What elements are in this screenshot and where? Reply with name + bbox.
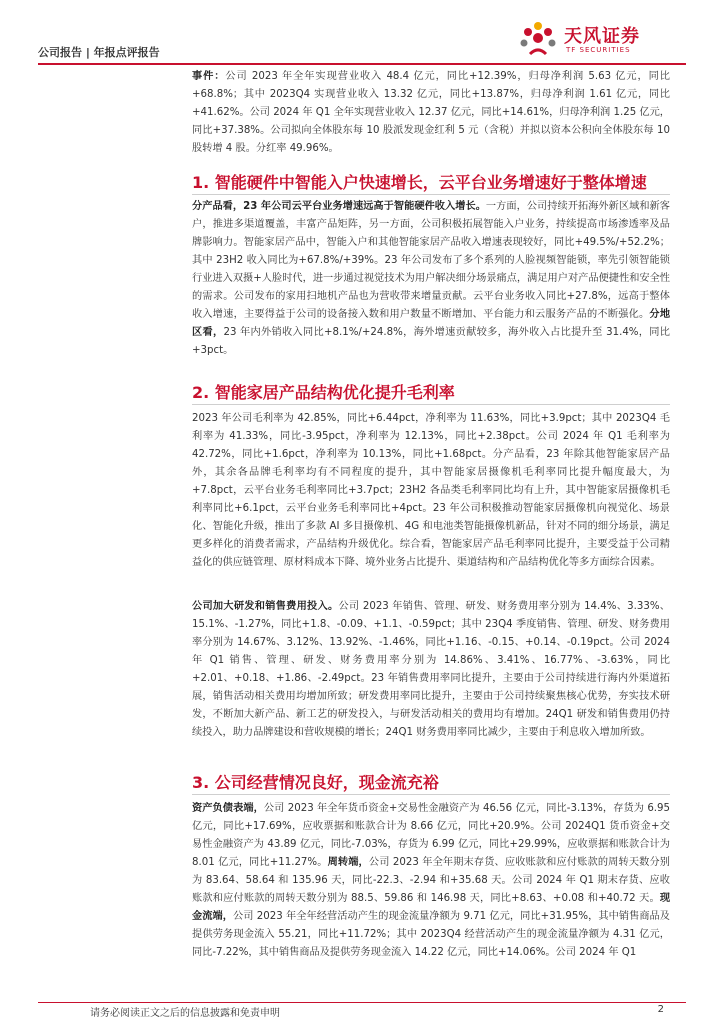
section2-paragraph2 xyxy=(192,598,670,742)
section3-title: 3. 公司经营情况良好，现金流充裕 xyxy=(192,773,439,792)
section2-paragraph1: 2023 年公司毛利率为 42.85%，同比+6.44pct，净利率为 11.63%，同比+3.9pct；其中 2023Q4 毛利率为 41.33%，同比-3.95pct，净利率为 12.13%，同比+2.38pct。公司 2024 年 Q1 毛利率为 42.72%，同比+1.6pct，净利率为 10.13%，同比+1.68pct。分产品看，23 年除其他智能家居产品外，其余各品牌毛利率均有不同程度的提升，其中智能家居摄像机毛利率同比提升幅度最大，为+7.8pct，云平台业务毛利率同比+3.7pct；23H2 各品类毛利率同比均有上升，其中智能家居摄像机毛利率同比+6.1pct，云平台业务毛利率同比+4pct。23 年公司积极推动智能家居摄像机向视觉化、场景化、智能化升级，推出了多款 AI 多目摄像机、4G 和电池类智能摄像机新品，针对不同的细分场景，满足更多样化的消费者需求，产品结构升级优化。综合看，智能家居产品毛利率同比提升，主要受益于公司精益化的供应链管理、原材料成本下降、境外业务占比提升、渠道结构和产品结构优化等多方面综合因素。 xyxy=(192,413,670,568)
logo-english-name: TF SECURITIES xyxy=(566,46,631,54)
logo-chinese-name: 天风证券 xyxy=(564,26,640,47)
section3-text3: 公司 2023 年全年经营活动产生的现金流量净额为 9.71 亿元，同比+31.95%，其中销售商品及提供劳务现金流入 55.21，同比+11.72%；其中 2023Q4 经营活动产生的现金流量净额为 4.31 亿元，同比-7.22%，其中销售商品及提供劳务现金流入 14.22 亿元，同比+14.06%。公司 2024 年 Q1 xyxy=(192,911,670,958)
section2-body xyxy=(192,410,670,572)
section3-text2: 公司 2023 年全年期末存货、应收账款和应付账款的周转天数分别为 83.64、58.64 和 135.96 天，同比-22.3、-2.94 和+35.68 天。公司 2024 年 Q1 期末存货、应收账款和应付账款的周转天数分别为 88.5、59.86 和 146.98 天，同比+8.63、+0.08 和+40.72 天。 xyxy=(192,857,670,904)
event-paragraph xyxy=(192,68,670,158)
section3-lead1: 资产负债表端， xyxy=(192,803,264,814)
section2-body2 xyxy=(192,598,670,742)
event-text: 公司 2023 年全年实现营业收入 48.4 亿元，同比+12.39%，归母净利润 5.63 亿元，同比+68.8%；其中 2023Q4 实现营业收入 13.32 亿元，同比+13.87%，归母净利润 1.61 亿元，同比+41.62%。公司 2024 年 Q1 全年实现营业收入 12.37 亿元，同比+14.61%，归母净利润 1.25 亿元，同比+37.38%。公司拟向全体股东每 10 股派发现金红利 5 元（含税）并拟以资本公积向全体股东每 10 股转增 4 股。分红率 49.96%。 xyxy=(192,71,670,154)
tf-securities-logo xyxy=(516,18,686,62)
section1-text2: 23 年内外销收入同比+8.1%/+24.8%，海外增速贡献较多，海外收入占比提升至 31.4%，同比+3pct。 xyxy=(192,327,670,356)
section1-body xyxy=(192,198,670,360)
section1-title: 1. 智能硬件中智能入户快速增长，云平台业务增速好于整体增速 xyxy=(192,173,647,192)
section3-paragraph xyxy=(192,800,670,962)
section3-lead3: 现金流端， xyxy=(192,893,670,922)
section2-lead: 公司加大研发和销售费用投入。 xyxy=(192,601,339,612)
section1-divider xyxy=(192,194,670,195)
section2-title: 2. 智能家居产品结构优化提升毛利率 xyxy=(192,383,455,402)
section1-lead2: 分地区看， xyxy=(192,309,671,338)
page-number: 2 xyxy=(657,1004,664,1015)
section3-text1: 公司 2023 年全年货币资金+交易性金融资产为 46.56 亿元，同比-3.13%，存货为 6.95 亿元，同比+17.69%，应收票据和账款合计为 8.66 亿元，同比+20.9%。公司 2024Q1 货币资金+交易性金融资产为 43.89 亿元，同比-7.03%，存货为 6.99 亿元，同比+29.99%，应收票据和账款合计为 8.01 亿元，同比+11.27%。 xyxy=(192,803,670,868)
report-type-label: 公司报告 | 年报点评报告 xyxy=(38,46,160,59)
section1-text: 一方面，公司持续开拓海外新区域和新客户，推进多渠道覆盖，丰富产品矩阵，另一方面，公司积极拓展智能入户业务，持续提高市场渗透率及品牌影响力。智能家居产品中，智能入户和其他智能家居产品收入增速表现较好，同比+49.5%/+52.2%；其中 23H2 收入同比为+67.8%/+39%。23 年公司发布了多个系列的人脸视频智能锁，率先引领智能锁行业进入双摄+人脸时代，进一步通过视觉技术为用户解决细分场景痛点，满足用户对产品便捷性和安全性的需求。公司发布的家用扫地机产品也为营收带来增量贡献。云平台业务收入同比+27.8%，远高于整体收入增速，主要得益于公司的设备接入数和用户数量不断增加、平台能力和云服务产品的不断强化。 xyxy=(192,201,670,320)
event-block xyxy=(192,68,670,158)
section2-divider xyxy=(192,404,670,405)
footer-divider xyxy=(38,1002,686,1003)
event-label: 事件： xyxy=(192,71,226,82)
footer-disclaimer: 请务必阅读正文之后的信息披露和免责申明 xyxy=(90,1008,280,1019)
section2-text2: 公司 2023 年销售、管理、研发、财务费用率分别为 14.4%、3.33%、15.1%、-1.27%，同比+1.8、-0.09、+1.1、-0.59pct；其中 23Q4 季度销售、管理、研发、财务费用率分别为 14.67%、3.12%、13.92%、-1.46%，同比+1.16、-0.15、+0.14、-0.19pct。公司 2024 年 Q1 销售、管理、研发、财务费用率分别为 14.86%、3.41%、16.77%、-3.63%，同比+2.01、+0.18、+1.86、-2.49pct。23 年销售费用率同比提升，主要由于公司持续进行海内外渠道拓展，销售活动相关费用均增加所致；研发费用率同比提升，主要由于公司持续聚焦核心优势，夯实技术研发，不断加大新产品、新工艺的研发投入，与研发活动相关的费用均有增加。24Q1 研发和销售费用仍持续投入，助力品牌建设和营收规模的增长；24Q1 财务费用率同比减少，主要由于利息收入增加所致。 xyxy=(192,601,670,738)
tf-logo-icon xyxy=(516,18,560,62)
section3-body xyxy=(192,800,670,962)
section3-divider xyxy=(192,794,670,795)
section1-lead: 分产品看，23 年公司云平台业务增速远高于智能硬件收入增长。 xyxy=(192,201,486,212)
section3-lead2: 周转端， xyxy=(327,857,369,868)
section1-paragraph xyxy=(192,198,670,360)
page-header xyxy=(38,0,686,70)
header-divider xyxy=(38,63,686,65)
